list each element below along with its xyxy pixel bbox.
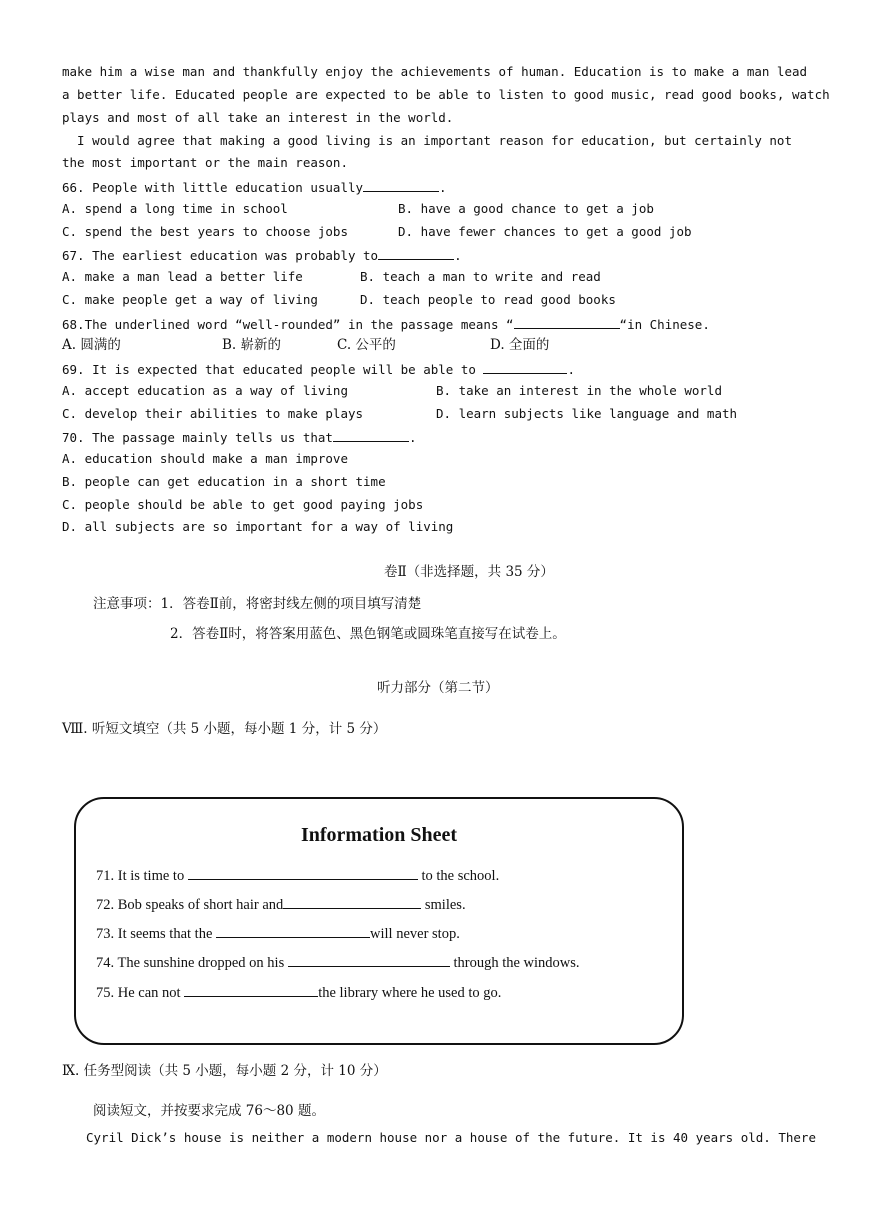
answer-blank[interactable] bbox=[378, 248, 454, 260]
option-68-d: D. 全面的 bbox=[490, 337, 550, 353]
answer-blank[interactable] bbox=[288, 954, 450, 967]
passage-line: Cyril Dick’s house is neither a modern house nor a house of the future. It is 40 years old. There bbox=[86, 1130, 816, 1145]
option-68-c: C. 公平的 bbox=[337, 337, 396, 353]
option-68-b: B. 崭新的 bbox=[222, 337, 282, 353]
option-68-a: A. 圆满的 bbox=[62, 337, 121, 353]
passage-line: I would agree that making a good living is an important reason for education, but certainly not bbox=[62, 133, 792, 148]
option-67-a: A. make a man lead a better life bbox=[62, 269, 303, 284]
answer-blank[interactable] bbox=[283, 896, 421, 909]
sheet-item-71: 71. It is time to to the school. bbox=[96, 868, 500, 884]
option-66-c: C. spend the best years to choose jobs bbox=[62, 224, 348, 239]
question-69-stem: 69. It is expected that educated people will be able to . bbox=[62, 362, 575, 377]
answer-blank[interactable] bbox=[188, 867, 418, 880]
option-69-b: B. take an interest in the whole world bbox=[436, 383, 722, 398]
question-70-stem: 70. The passage mainly tells us that . bbox=[62, 430, 417, 445]
notice-line-2: 2．答卷Ⅱ时，将答案用蓝色、黑色钢笔或圆珠笔直接写在试卷上。 bbox=[170, 626, 566, 642]
option-70-b: B. people can get education in a short time bbox=[62, 474, 386, 489]
option-67-b: B. teach a man to write and read bbox=[360, 269, 601, 284]
option-66-d: D. have fewer chances to get a good job bbox=[398, 224, 692, 239]
option-69-d: D. learn subjects like language and math bbox=[436, 406, 738, 421]
part2-heading: 卷Ⅱ（非选择题，共 35 分） bbox=[384, 564, 554, 580]
notice-line-1: 注意事项：1．答卷Ⅱ前，将密封线左侧的项目填写清楚 bbox=[93, 596, 422, 612]
question-67-stem: 67. The earliest education was probably to . bbox=[62, 248, 462, 263]
section-9-instruction: 阅读短文，并按要求完成 76～80 题。 bbox=[93, 1103, 325, 1119]
section-9-heading: Ⅸ. 任务型阅读（共 5 小题，每小题 2 分，计 10 分） bbox=[62, 1063, 387, 1079]
question-68-stem: 68.The underlined word “well-rounded” in the passage means “ “in Chinese. bbox=[62, 317, 710, 332]
option-66-b: B. have a good chance to get a job bbox=[398, 201, 654, 216]
option-69-a: A. accept education as a way of living bbox=[62, 383, 348, 398]
information-sheet-box bbox=[74, 797, 684, 1045]
option-69-c: C. develop their abilities to make plays bbox=[62, 406, 364, 421]
information-sheet-title: Information Sheet bbox=[300, 824, 458, 846]
answer-blank[interactable] bbox=[514, 317, 620, 329]
sheet-item-75: 75. He can not the library where he used to go. bbox=[96, 985, 502, 1001]
section-8-heading: Ⅷ. 听短文填空（共 5 小题，每小题 1 分，计 5 分） bbox=[62, 721, 387, 737]
listening-heading: 听力部分（第二节） bbox=[377, 680, 499, 696]
passage-line: make him a wise man and thankfully enjoy the achievements of human. Education is to make a man lead bbox=[62, 64, 808, 79]
answer-blank[interactable] bbox=[363, 180, 439, 192]
answer-blank[interactable] bbox=[184, 984, 318, 997]
answer-blank[interactable] bbox=[483, 362, 567, 374]
sheet-item-74: 74. The sunshine dropped on his through the windows. bbox=[96, 955, 580, 971]
option-70-a: A. education should make a man improve bbox=[62, 451, 348, 466]
question-66-stem: 66. People with little education usually . bbox=[62, 180, 447, 195]
sheet-item-72: 72. Bob speaks of short hair and smiles. bbox=[96, 897, 466, 913]
answer-blank[interactable] bbox=[216, 925, 370, 938]
option-70-d: D. all subjects are so important for a way of living bbox=[62, 519, 454, 534]
passage-line: the most important or the main reason. bbox=[62, 155, 348, 170]
option-66-a: A. spend a long time in school bbox=[62, 201, 288, 216]
option-67-d: D. teach people to read good books bbox=[360, 292, 616, 307]
passage-line: plays and most of all take an interest in the world. bbox=[62, 110, 454, 125]
option-70-c: C. people should be able to get good paying jobs bbox=[62, 497, 424, 512]
answer-blank[interactable] bbox=[333, 430, 409, 442]
passage-line: a better life. Educated people are expected to be able to listen to good music, read good books, watch bbox=[62, 87, 830, 102]
sheet-item-73: 73. It seems that the will never stop. bbox=[96, 926, 460, 942]
option-67-c: C. make people get a way of living bbox=[62, 292, 318, 307]
